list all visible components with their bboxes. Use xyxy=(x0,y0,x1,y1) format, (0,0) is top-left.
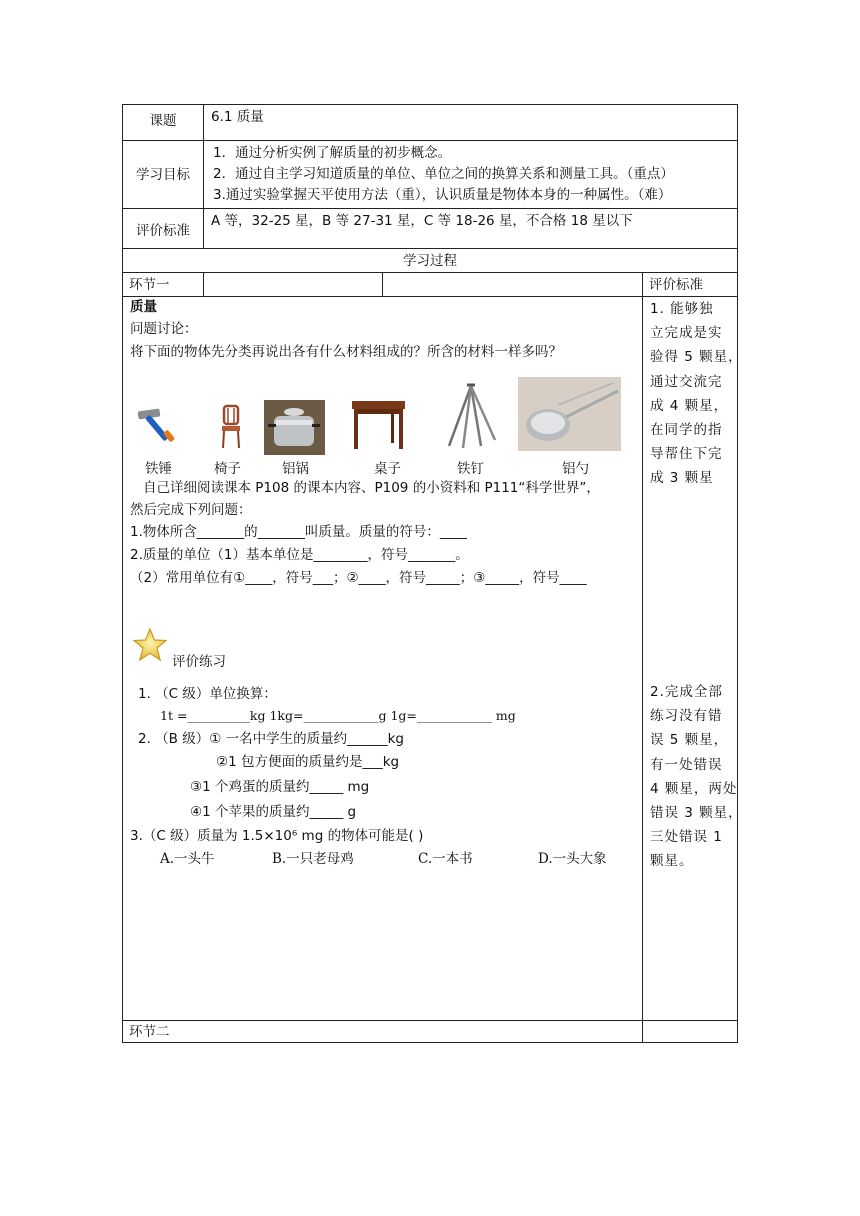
star-icon xyxy=(132,627,168,663)
goal-1: 1．通过分析实例了解质量的初步概念。 xyxy=(213,145,452,161)
item-label-table: 桌子 xyxy=(374,461,401,477)
eval1-line: 在同学的指 xyxy=(650,422,723,439)
option-d: D.一头大象 xyxy=(538,851,607,867)
eval2-line: 三处错误 1 xyxy=(650,829,723,846)
eval2-line: 2.完成全部 xyxy=(650,684,723,700)
eval2-line: 4 颗星，两处 xyxy=(650,780,738,797)
ladle-image xyxy=(518,377,621,451)
eval2-line: 有一处错误 xyxy=(650,756,723,773)
item-label-nails: 铁钉 xyxy=(457,461,484,477)
option-a: A.一头牛 xyxy=(160,851,215,867)
topic-row xyxy=(122,104,738,140)
process-title-row xyxy=(122,248,738,272)
stage1-row xyxy=(122,272,738,296)
eval1-line: 成 3 颗星 xyxy=(650,470,714,487)
exercise-2b: ②1 包方便面的质量约是___kg xyxy=(216,754,400,770)
eval2-line: 错误 3 颗星， xyxy=(650,805,743,822)
eval2-line: 误 5 颗星， xyxy=(650,732,729,749)
exercise-2a: 2. （B 级）① 一名中学生的质量约______kg xyxy=(138,731,405,747)
topic-label: 课题 xyxy=(149,113,177,129)
process-title: 学习过程 xyxy=(403,253,457,269)
exercise-1: 1. （C 级）单位换算： xyxy=(138,686,277,702)
eval2-line: 颗星。 xyxy=(650,853,694,870)
goals-label: 学习目标 xyxy=(136,167,190,183)
item-label-chair: 椅子 xyxy=(214,461,241,477)
eval-criteria-2 xyxy=(650,680,743,874)
eval-criteria-1 xyxy=(650,297,743,491)
item-label-ladle: 铝勺 xyxy=(562,461,589,477)
goals-row xyxy=(122,140,738,208)
table-image xyxy=(351,399,406,451)
stage1-eval-label: 评价标准 xyxy=(649,277,703,293)
question-1: 1.物体所含_______的_______叫质量。质量的符号：____ xyxy=(130,524,467,540)
hammer-image xyxy=(136,404,186,446)
eval2-line: 练习没有错 xyxy=(650,708,723,725)
eval1-line: 通过交流完 xyxy=(650,373,723,390)
criteria-label: 评价标准 xyxy=(136,223,190,239)
question-3: （2）常用单位有①____，符号___；②____，符号_____；③_____，符号____ xyxy=(130,570,587,586)
stage1-label: 环节一 xyxy=(129,277,170,293)
goal-2: 2．通过自主学习知道质量的单位、单位之间的换算关系和测量工具。（重点） xyxy=(213,166,674,182)
eval1-line: 立完成是实 xyxy=(650,325,723,342)
practice-title: 评价练习 xyxy=(172,654,226,670)
exercise-2c: ③1 个鸡蛋的质量约_____ mg xyxy=(190,779,370,795)
pot-image xyxy=(264,400,325,455)
criteria-value: A 等，32-25 星，B 等 27-31 星，C 等 18-26 星，不合格 18 星以下 xyxy=(211,213,633,229)
eval1-line: 1. 能够独 xyxy=(650,301,714,317)
eval1-line: 导帮住下完 xyxy=(650,446,723,463)
eval1-line: 成 4 颗星， xyxy=(650,397,729,414)
option-b: B.一只老母鸡 xyxy=(272,851,354,867)
reading-line-1: 自己详细阅读课本 P108 的课本内容、P109 的小资料和 P111“科学世界”， xyxy=(143,480,600,496)
exercise-3: 3.（C 级）质量为 1.5×10⁶ mg 的物体可能是( ) xyxy=(130,828,424,844)
discussion-label: 问题讨论： xyxy=(130,321,198,337)
section-heading: 质量 xyxy=(130,299,157,315)
stage2-label: 环节二 xyxy=(129,1024,170,1040)
eval1-line: 验得 5 颗星， xyxy=(650,349,743,366)
topic-value: 6.1 质量 xyxy=(211,109,264,125)
reading-line-2: 然后完成下列问题： xyxy=(130,502,252,518)
stage2-row xyxy=(122,1020,738,1043)
question-2: 2.质量的单位（1）基本单位是________，符号_______。 xyxy=(130,547,469,563)
exercise-2d: ④1 个苹果的质量约_____ g xyxy=(190,804,357,820)
nails-image xyxy=(441,382,501,452)
chair-image xyxy=(219,404,243,450)
discussion-question: 将下面的物体先分类再说出各有什么材料组成的？所含的材料一样多吗？ xyxy=(130,344,562,360)
exercise-1-conversions: 1t =__________kg 1kg=____________g 1g=____________ mg xyxy=(160,708,516,723)
item-label-hammer: 铁锤 xyxy=(145,461,172,477)
criteria-row xyxy=(122,208,738,248)
option-c: C.一本书 xyxy=(418,851,473,867)
goal-3: 3.通过实验掌握天平使用方法（重），认识质量是物体本身的一种属性。（难） xyxy=(213,187,672,203)
item-label-pot: 铝锅 xyxy=(282,461,309,477)
